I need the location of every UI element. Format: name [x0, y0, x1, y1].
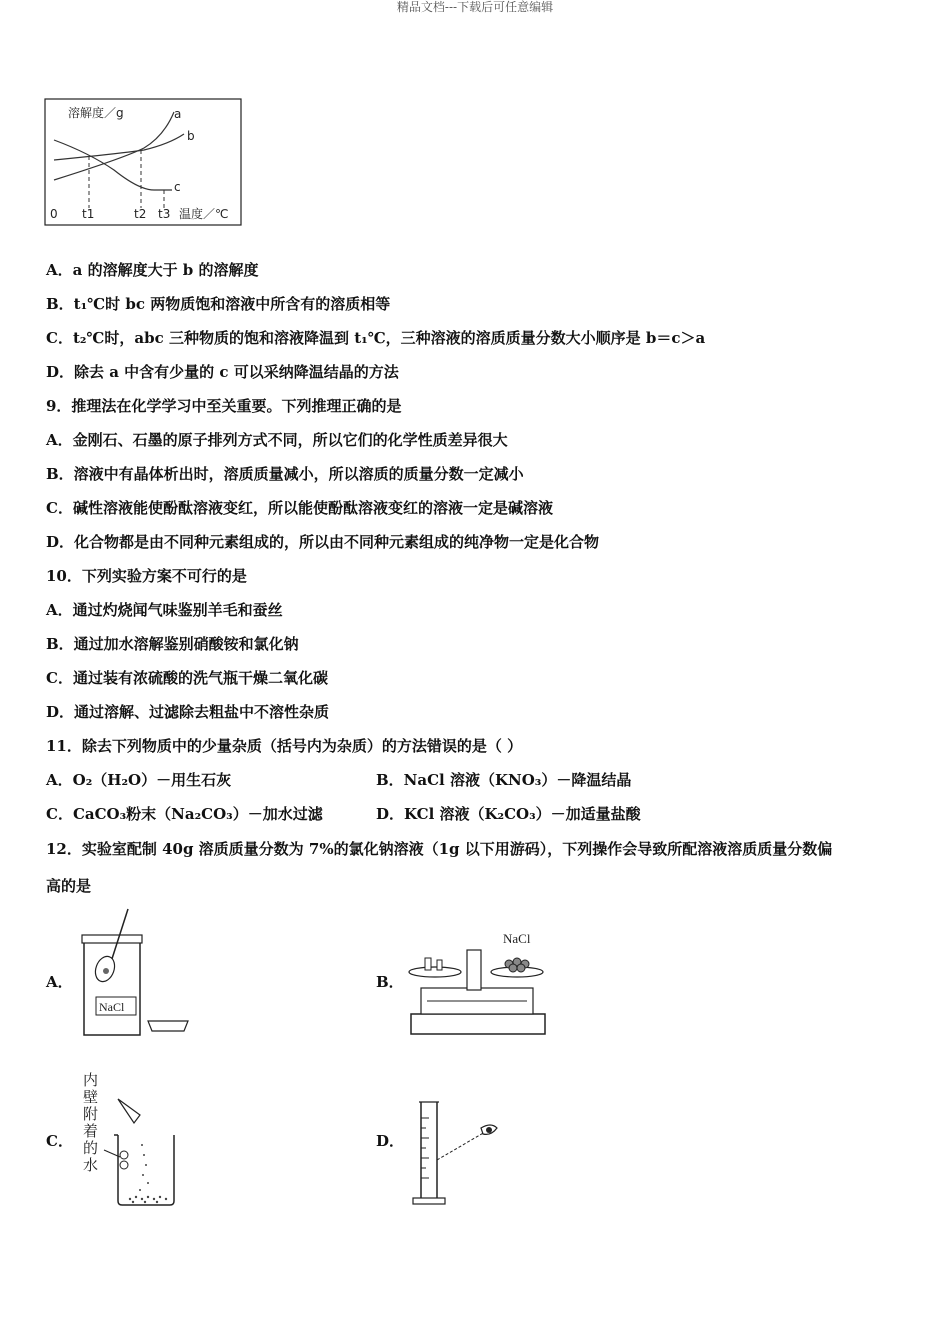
q10-stem: 10．下列实验方案不可行的是	[46, 567, 247, 585]
q12-stem-line1: 12．实验室配制 40g 溶质质量分数为 7%的氯化钠溶液（1g 以下用游码），下列操作会导致所配溶液溶质质量分数偏	[46, 840, 833, 858]
graph-tick-t1: t1	[82, 207, 95, 221]
figure-d-cylinder	[405, 1098, 505, 1210]
q10-option-a: A．通过灼烧闻气味鉴别羊毛和蚕丝	[46, 601, 283, 619]
q9-option-a: A．金刚石、石墨的原子排列方式不同，所以它们的化学性质差异很大	[46, 431, 508, 449]
figure-b-label: NaCl	[503, 931, 531, 946]
page-header: 精品文档---下载后可任意编辑	[396, 0, 554, 14]
q11-stem: 11．除去下列物质中的少量杂质（括号内为杂质）的方法错误的是（ ）	[46, 737, 523, 755]
q9-option-c: C．碱性溶液能使酚酞溶液变红，所以能使酚酞溶液变红的溶液一定是碱溶液	[46, 499, 553, 517]
graph-tick-t2: t2	[134, 207, 147, 221]
q11-option-a: A．O₂（H₂O）－用生石灰	[46, 771, 232, 789]
q12-label-d: D．	[376, 1132, 405, 1150]
q9-option-d: D．化合物都是由不同种元素组成的，所以由不同种元素组成的纯净物一定是化合物	[46, 533, 600, 551]
q10-option-b: B．通过加水溶解鉴别硝酸铵和氯化钠	[46, 635, 299, 653]
figure-a-reagent-jar	[80, 905, 195, 1040]
q12-label-b: B．	[376, 973, 404, 991]
figure-c-note: 内壁附着的水	[83, 1071, 99, 1174]
q11-option-c: C．CaCO₃粉末（Na₂CO₃）－加水过滤	[46, 805, 323, 823]
q9-option-b: B．溶液中有晶体析出时，溶质质量减小，所以溶质的质量分数一定减小	[46, 465, 524, 483]
graph-xlabel: 温度／℃	[179, 207, 229, 221]
solubility-graph	[44, 98, 242, 226]
graph-origin: 0	[50, 207, 58, 221]
q10-option-d: D．通过溶解、过滤除去粗盐中不溶性杂质	[46, 703, 330, 721]
figure-c-beaker	[100, 1095, 185, 1210]
q8-option-b: B．t₁℃时 bc 两物质饱和溶液中所含有的溶质相等	[46, 295, 391, 313]
q8-option-a: A．a 的溶解度大于 b 的溶解度	[46, 261, 259, 279]
figure-b-balance	[405, 926, 550, 1038]
graph-tick-t3: t3	[158, 207, 171, 221]
q12-label-c: C．	[46, 1132, 73, 1150]
q8-option-d: D．除去 a 中含有少量的 c 可以采纳降温结晶的方法	[46, 363, 399, 381]
q10-option-c: C．通过装有浓硫酸的洗气瓶干燥二氧化碳	[46, 669, 328, 687]
figure-a-label: NaCl	[99, 1000, 125, 1014]
graph-ylabel: 溶解度／g	[68, 106, 124, 120]
q11-option-d: D．KCl 溶液（K₂CO₃）－加适量盐酸	[376, 805, 641, 823]
q12-stem-line2: 高的是	[46, 877, 92, 895]
q8-option-c: C．t₂℃时，abc 三种物质的饱和溶液降温到 t₁℃，三种溶液的溶质质量分数大小顺序是 b＝c＞a	[46, 329, 706, 347]
q9-stem: 9．推理法在化学学习中至关重要。下列推理正确的是	[46, 397, 402, 415]
curve-c-label: c	[174, 180, 181, 194]
q12-label-a: A．	[46, 973, 73, 991]
curve-b-label: b	[187, 129, 195, 143]
q11-option-b: B．NaCl 溶液（KNO₃）－降温结晶	[376, 771, 632, 789]
curve-a-label: a	[174, 107, 182, 121]
